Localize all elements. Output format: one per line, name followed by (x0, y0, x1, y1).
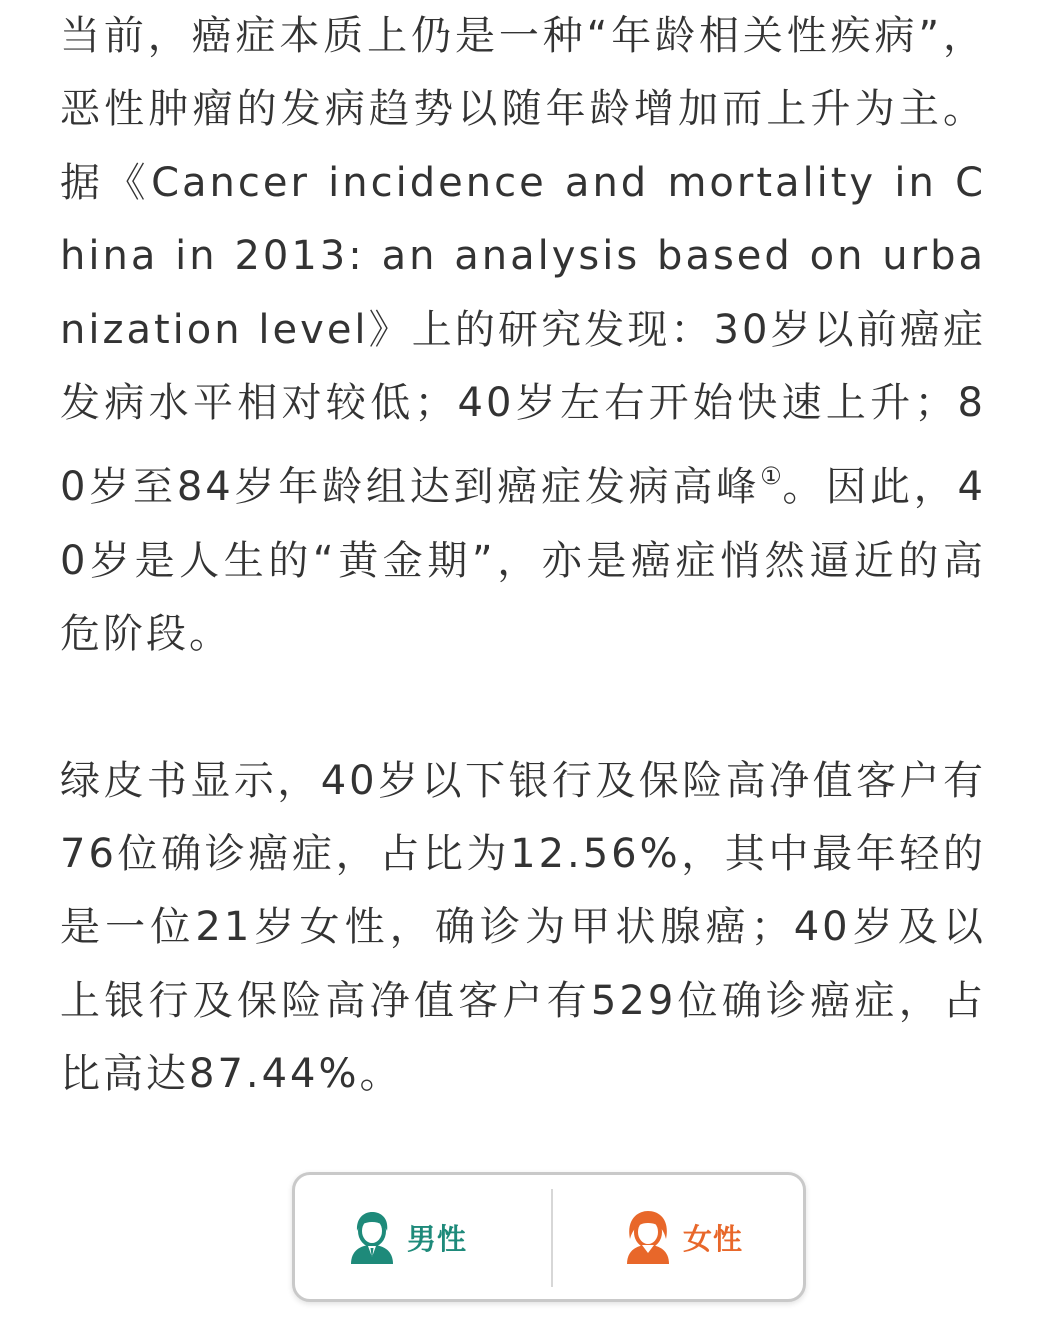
gender-selector (292, 1172, 806, 1302)
female-button[interactable] (623, 1175, 743, 1299)
paragraph-greenbook-stats: 绿皮书显示，40岁以下银行及保险高净值客户有76位确诊癌症，占比为12.56%，其中最年轻的是一位21岁女性，确诊为甲状腺癌；40岁及以上银行及保险高净值客户有529位确诊癌症，占比高达87.44%。 (60, 757, 986, 1098)
paragraph-cancer-age-text: 当前，癌症本质上仍是一种“年龄相关性疾病”，恶性肿瘤的发病趋势以随年龄增加而上升为主。据《Cancer incidence and mortality in China in 2013: an analysis based on urbanization level》上的研究发现：30岁以前癌症发病水平相对较低；40岁左右开始快速上升；80岁至84岁年龄组达到癌症发病高峰 (60, 13, 986, 511)
divider (551, 1189, 553, 1287)
male-person-icon (347, 1209, 397, 1265)
paragraph-cancer-age (60, 0, 986, 672)
female-label: 女性 (683, 1221, 744, 1256)
male-button[interactable] (347, 1175, 467, 1299)
female-person-icon (623, 1209, 673, 1265)
footnote-marker[interactable]: ① (760, 462, 783, 491)
article-body (60, 0, 986, 1112)
male-label: 男性 (407, 1221, 468, 1256)
paragraph-cancer-age-tail: 。因此，40岁是人生的“黄金期”，亦是癌症悄然逼近的高危阶段。 (60, 464, 986, 658)
